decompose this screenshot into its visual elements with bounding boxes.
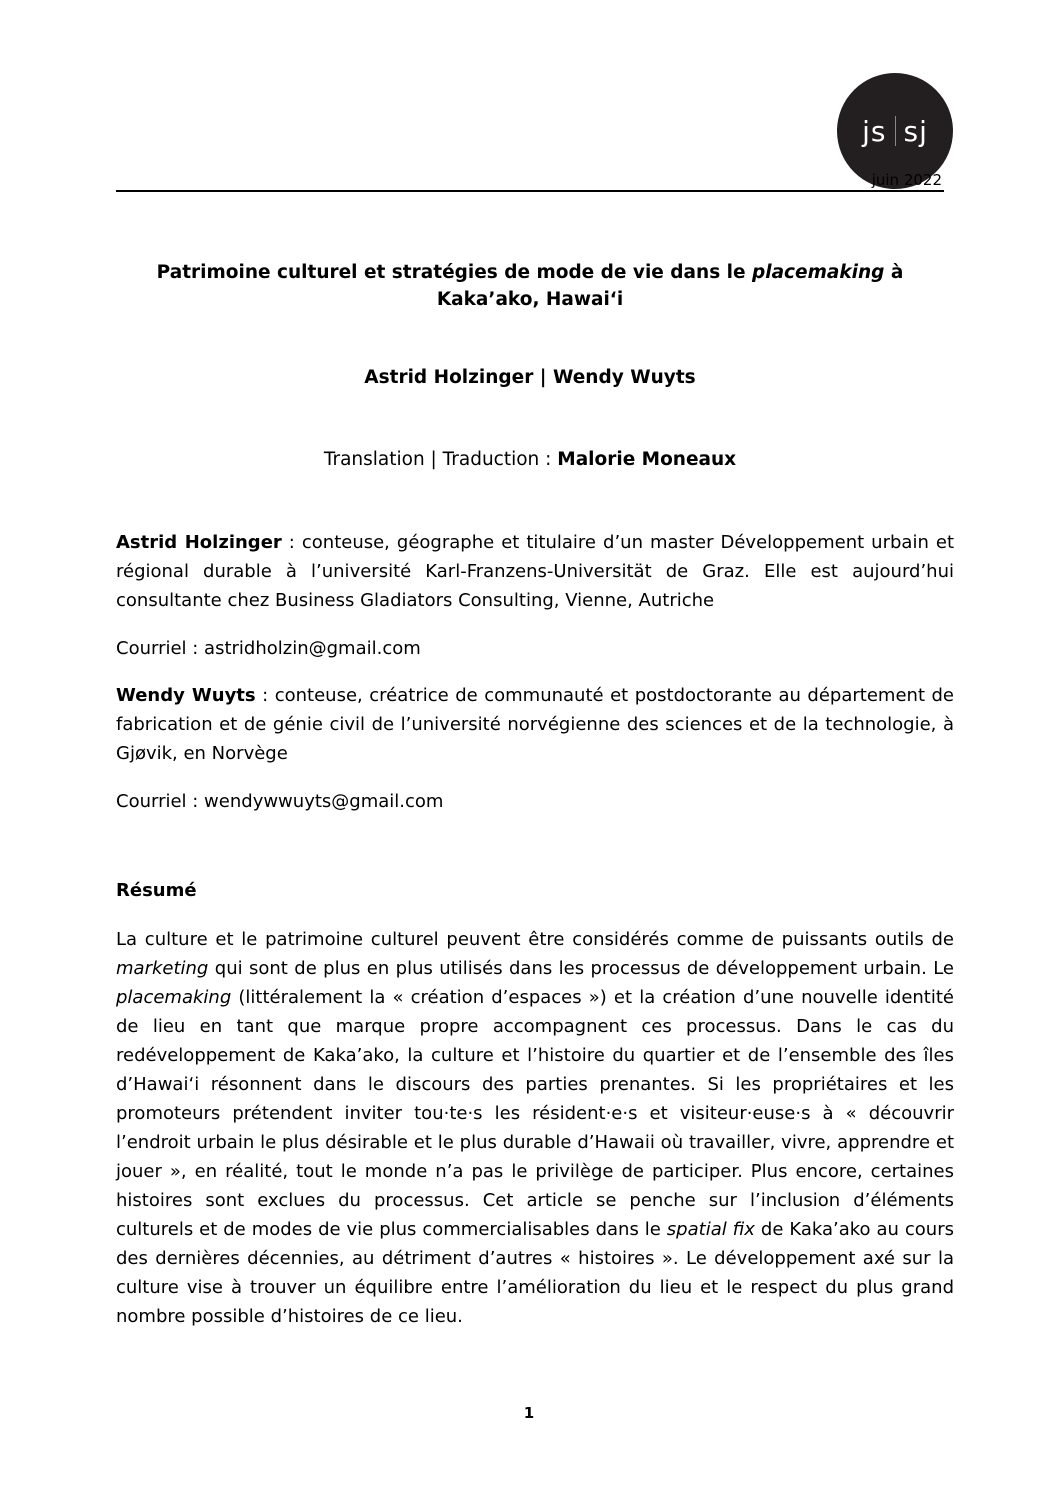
page-number: 1 (523, 1404, 535, 1422)
bio-name: Astrid Holzinger (116, 532, 282, 553)
abstract-heading: Résumé (116, 880, 197, 901)
abstract-italic: placemaking (116, 987, 232, 1008)
header-rule (116, 190, 944, 192)
translation-label: Translation | Traduction : (323, 449, 558, 470)
abstract-text: La culture et le patrimoine culturel peuvent être considérés comme de puissants outils de (116, 929, 954, 950)
translation-credit (116, 449, 944, 470)
abstract-italic: spatial fix (666, 1219, 755, 1240)
logo-right: sj (903, 114, 928, 148)
article-title (116, 259, 944, 313)
author-bio-2 (116, 681, 954, 768)
logo-divider (895, 116, 896, 146)
abstract-italic: marketing (116, 958, 209, 979)
authors: Astrid Holzinger | Wendy Wuyts (364, 367, 696, 388)
translator-name: Malorie Moneaux (557, 449, 737, 470)
logo-left: js (862, 114, 887, 148)
title-part: Patrimoine culturel et stratégies de mode de vie dans le (156, 262, 752, 283)
bio-text: : conteuse, créatrice de communauté et postdoctorante au département de fabrication et de génie civil de l’université norvégienne des sciences et de la technologie, à Gjøvik, en Norvège (116, 685, 955, 764)
abstract-text: qui sont de plus en plus utilisés dans les processus de développement urbain. Le (208, 958, 954, 979)
author-email-2: Courriel : wendywwuyts@gmail.com (116, 791, 444, 812)
title-italic: placemaking (751, 262, 885, 283)
bio-name: Wendy Wuyts (116, 685, 256, 706)
title-part: à Kaka’ako, Hawai‘i (436, 262, 904, 310)
author-email-1: Courriel : astridholzin@gmail.com (116, 638, 421, 659)
logo-text (862, 115, 928, 148)
issue-date: juin 2022 (871, 171, 942, 189)
author-bio-1 (116, 528, 954, 615)
abstract-text: de Kaka’ako au cours des dernières décennies, au détriment d’autres « histoires ». Le développement axé sur la culture vise à trouver un équilibre entre l’amélioration du lieu et le respect du plus grand nombre possible d’histoires de ce lieu. (116, 1219, 954, 1327)
abstract-text: (littéralement la « création d’espaces ») et la création d’une nouvelle identité de lieu en tant que marque propre accompagnent ces processus. Dans le cas du redéveloppement de Kaka’ako, la culture et l’histoire du quartier et de l’ensemble des îles d’Hawai‘i résonnent dans le discours des parties prenantes. Si les propriétaires et les promoteurs prétendent inviter tou·te·s les résident·e·s et visiteur·euse·s à « découvrir l’endroit urbain le plus désirable et le plus durable d’Hawaii où travailler, vivre, apprendre et jouer », en réalité, tout le monde n’a pas le privilège de participer. Plus encore, certaines histoires sont exclues du processus. Cet article se penche sur l’inclusion d’éléments culturels et de modes de vie plus commercialisables dans le (116, 987, 954, 1240)
bio-text: : conteuse, géographe et titulaire d’un master Développement urbain et régional durable à l’université Karl-Franzens-Universität de Graz. Elle est aujourd’hui consultante chez Business Gladiators Consulting, Vienne, Autriche (116, 532, 954, 611)
abstract-body (116, 925, 954, 1331)
